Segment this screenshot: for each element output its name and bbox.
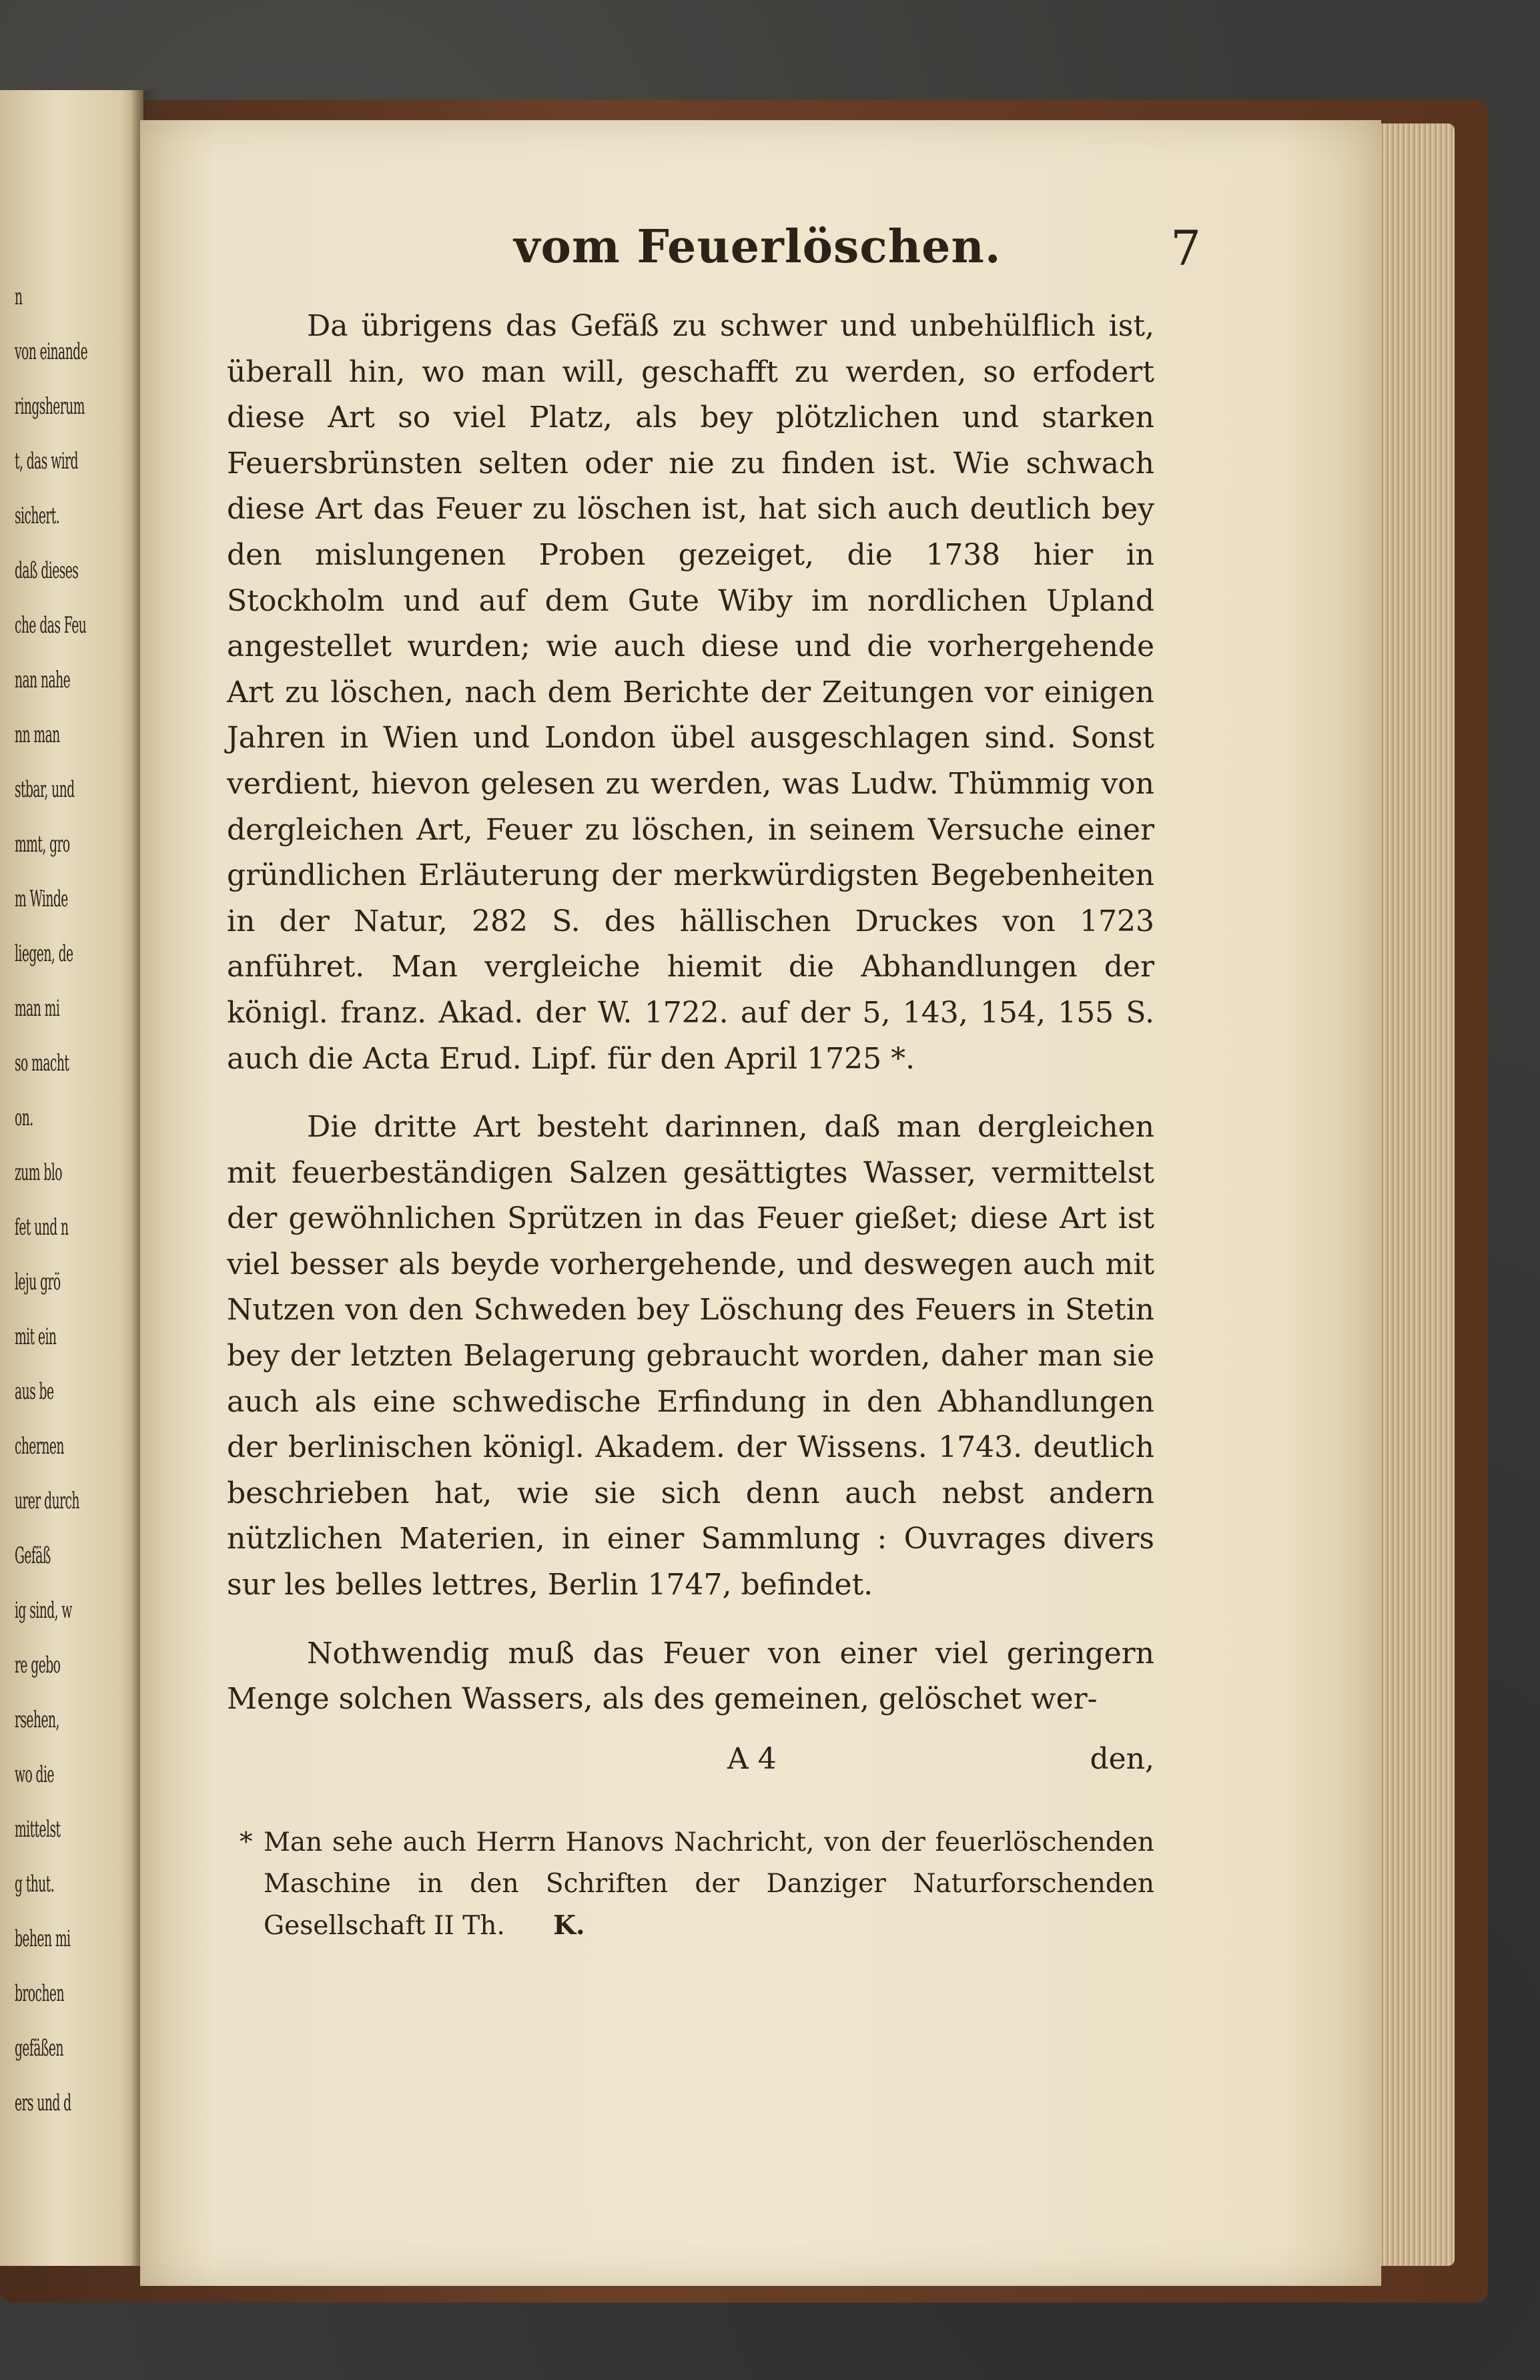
catchword: den, <box>1090 1742 1154 1776</box>
footnote <box>240 1822 1154 1947</box>
left-page-fragment: liegen, de <box>15 940 73 967</box>
left-page-fragment: n <box>15 284 23 310</box>
left-page-fragment: brochen <box>15 1980 64 2007</box>
left-page-fragment: leju grö <box>15 1269 61 1295</box>
left-page-fragment: mit ein <box>15 1323 57 1350</box>
page-edge-stack <box>1375 123 1455 2266</box>
left-page-fragment: ers und d <box>15 2090 71 2116</box>
left-page-fragment: so macht <box>15 1050 69 1077</box>
signature-line <box>727 1742 1154 1789</box>
footnote-mark: * <box>240 1827 253 1857</box>
left-page-fragment: wo die <box>15 1761 54 1788</box>
left-page-fragment: ringsherum <box>15 393 85 420</box>
left-page-fragment: zum blo <box>15 1159 62 1186</box>
body-text <box>227 304 1154 1723</box>
left-page-fragment: mmt, gro <box>15 831 70 858</box>
left-page <box>0 90 143 2266</box>
left-page-fragment: on. <box>15 1105 33 1131</box>
footnote-initial: K. <box>553 1910 585 1941</box>
page-header <box>514 220 1201 280</box>
left-page-fragment: nn man <box>15 721 60 748</box>
left-page-fragment: urer durch <box>15 1488 79 1514</box>
left-page-fragment: g thut. <box>15 1871 55 1897</box>
left-page-fragment: che das Feu <box>15 612 87 639</box>
paragraph: Da übrigens das Gefäß zu schwer und unbehülflich ist, überall hin, wo man will, geschafft zu werden, so erfodert diese Art so viel Platz, als bey plötzlichen und starken Feuersbrünsten selten oder nie zu finden ist. Wie schwach diese Art das Feuer zu löschen ist, hat sich auch deutlich bey den mislungenen Proben gezeiget, die 1738 hier in Stockholm und auf dem Gute Wiby im nordlichen Upland angestellet wurden; wie auch diese und die vorhergehende Art zu löschen, nach dem Berichte der Zeitungen vor einigen Jahren in Wien und London übel ausgeschlagen sind. Sonst verdient, hievon gelesen zu werden, was Ludw. Thümmig von dergleichen Art, Feuer zu löschen, in seinem Versuche einer gründlichen Erläuterung der merkwürdigsten Begebenheiten in der Natur, 282 S. des hällischen Druckes von 1723 anführet. Man vergleiche hiemit die Abhandlungen der königl. franz. Akad. der W. 1722. auf der 5, 143, 154, 155 S. auch die Acta Erud. Lipf. für den April 1725 *. <box>227 309 1154 1076</box>
running-head: vom Feuerlöschen. <box>514 220 1002 274</box>
paragraph: Die dritte Art besteht darinnen, daß man dergleichen mit feuerbeständigen Salzen gesättigtes Wasser, vermittelst der gewöhnlichen Sprützen in das Feuer gießet; diese Art ist viel besser als beyde vorhergehende, und deswegen auch mit Nutzen von den Schweden bey Löschung des Feuers in Stetin bey der letzten Belagerung gebraucht worden, daher man sie auch als eine schwedische Erfindung in den Abhandlungen der berlinischen königl. Akadem. der Wissens. 1743. deutlich beschrieben hat, wie sie sich denn auch nebst andern nützlichen Materien, in einer Sammlung : Ouvrages divers sur les belles lettres, Berlin 1747, befindet. <box>227 1110 1154 1602</box>
signature-mark: A 4 <box>727 1742 777 1776</box>
left-page-fragment: ig sind, w <box>15 1597 72 1624</box>
left-page-fragment: Gefäß <box>15 1542 51 1569</box>
left-page-fragment: gefäßen <box>15 2035 63 2062</box>
left-page-fragment: behen mi <box>15 1925 71 1952</box>
left-page-fragment: aus be <box>15 1378 54 1405</box>
left-page-fragment: stbar, und <box>15 776 75 803</box>
left-page-fragment: sichert. <box>15 503 60 529</box>
left-page-fragment: re gebo <box>15 1652 61 1679</box>
left-page-fragment: m Winde <box>15 886 68 912</box>
left-page-fragment: nan nahe <box>15 667 71 693</box>
left-page-fragment: rsehen, <box>15 1707 59 1733</box>
page-number: 7 <box>1170 220 1201 276</box>
left-page-fragment: fet und n <box>15 1214 69 1241</box>
left-page-fragment: daß dieses <box>15 557 79 584</box>
left-page-fragment: chernen <box>15 1433 64 1460</box>
left-page-fragment: mittelst <box>15 1816 61 1843</box>
footnote-text: Man sehe auch Herrn Hanovs Nachricht, von der feuerlöschenden Maschine in den Schriften der Danziger Naturforschenden Gesellschaft II Th. <box>264 1827 1154 1941</box>
paragraph: Nothwendig muß das Feuer von einer viel geringern Menge solchen Wassers, als des gemeinen, gelöschet wer- <box>227 1636 1154 1717</box>
left-page-fragment: man mi <box>15 995 60 1022</box>
left-page-fragment: t, das wird <box>15 448 78 475</box>
left-page-fragment: von einande <box>15 338 88 365</box>
